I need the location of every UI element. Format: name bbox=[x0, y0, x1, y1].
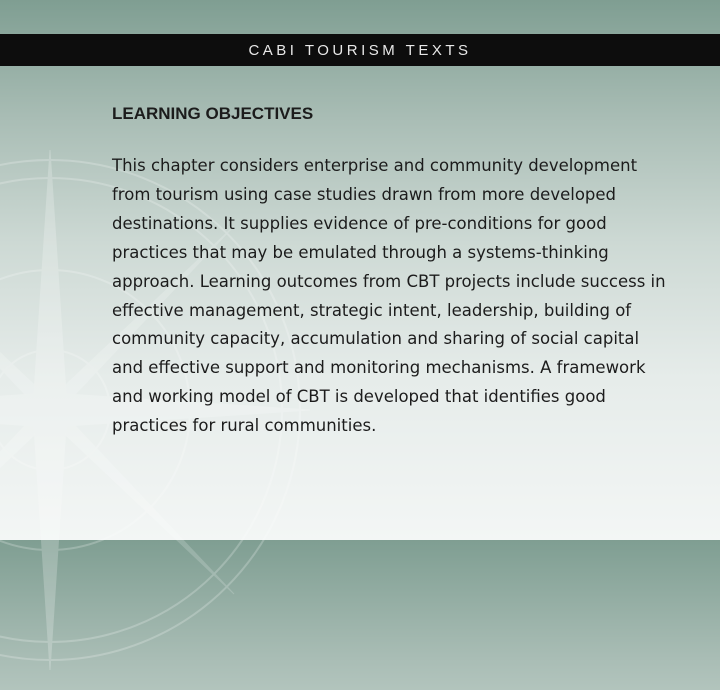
body-paragraph: This chapter considers enterprise and community development from tourism using case studies drawn from more developed destinations. It supplies evidence of pre-conditions for good practices that may be emulated through a systems-thinking approach. Learning outcomes from CBT projects include success in effective management, strategic intent, leadership, building of community capacity, accumulation and sharing of social capital and effective support and monitoring mechanisms. A framework and working model of CBT is developed that identifies good practices for rural communities. bbox=[112, 156, 666, 436]
section-heading: LEARNING OBJECTIVES bbox=[112, 104, 314, 123]
header-banner bbox=[0, 34, 720, 66]
banner-title: CABI TOURISM TEXTS bbox=[248, 41, 472, 59]
